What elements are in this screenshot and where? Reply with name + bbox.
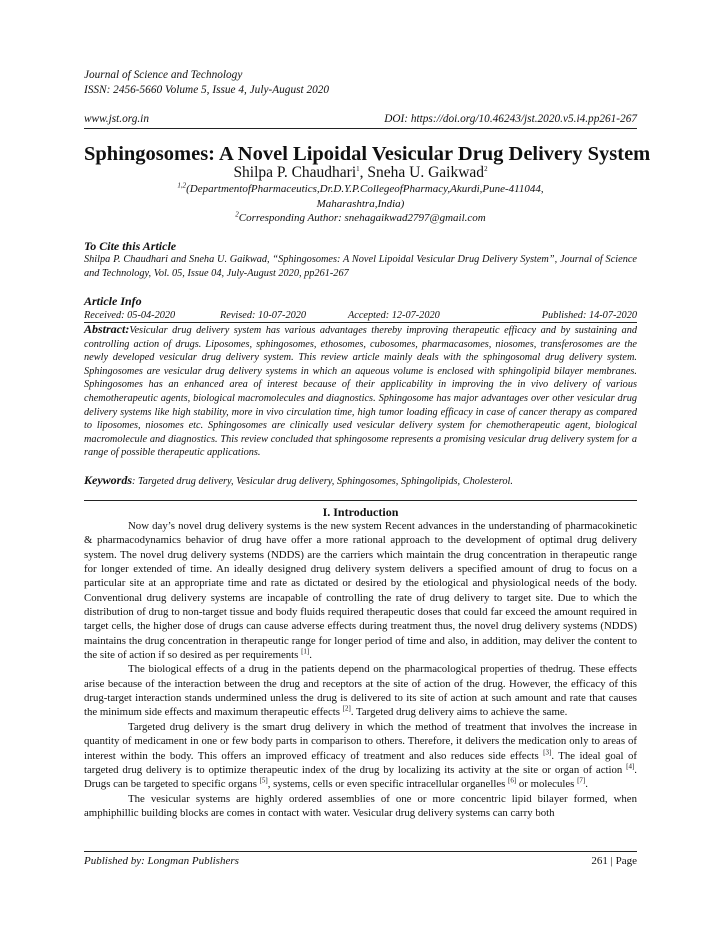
paragraph-3-text-c: . Drugs can be targeted to specific organs [84, 763, 637, 791]
body-text [84, 519, 637, 820]
keywords-text: : Targeted drug delivery, Vesicular drug delivery, Sphingosomes, Sphingolipids, Cholesterol. [132, 476, 513, 487]
paragraph-4: The vesicular systems are highly ordered assemblies of one or more concentric lipid bilayer formed, when amphiphillic building blocks are comes in contact with water. Vesicular drug delivery systems can carry both [84, 792, 637, 819]
paragraph-2-text: The biological effects of a drug in the patients depend on the pharmacological properties of thedrug. These effects arise because of the interaction between the drug and receptors at the site of action of the drug. However, the efficacy of this drug-target interaction stands undermined unless the drug is delivered to its site of action at such amount and rate that causes the minimum side effects and maximum therapeutic effects [84, 663, 637, 719]
affiliation-line-2: Maharashtra,India) [316, 198, 405, 210]
author-1: Shilpa P. Chaudhari [233, 164, 357, 181]
reference-1: [1] [301, 647, 310, 656]
journal-name: Journal of Science and Technology [84, 69, 243, 81]
paragraph-3-text-d: , systems, cells or even specific intracellular organelles [267, 778, 509, 791]
author-separator: , [359, 164, 368, 181]
corresponding-text: Corresponding Author: snehagaikwad2797@gmail.com [238, 212, 486, 224]
corresponding-author [84, 211, 637, 226]
reference-3: [3] [543, 747, 552, 756]
affiliation-sup: 1,2 [177, 181, 187, 190]
abstract-label: Abstract: [84, 322, 130, 336]
author-2: Sneha U. Gaikwad [367, 164, 485, 181]
abstract [84, 323, 637, 460]
page-footer [84, 854, 637, 869]
abstract-text: Vesicular drug delivery system has various advantages thereby improving therapeutic efficacy and by sustaining and controlling action of drugs. Liposomes, sphingosomes, ethosomes, cubosomes, pharmacasomes, niosomes, transferosomes are the newly developed vesicular drug delivery system. This review article mainly deals with the sphingosomal drug delivery system. Sphingosomes are vesicular drug delivery systems in which an aqueous volume is enclosed with sphingolipid bilayer membranes. Sphingosomes has an enhanced area of interest because of their applicability in improving the in vivo delivery of various chemotherapeutic agents, biological macromolecules and diagnostics. Sphingosome has major advantages over other vesicular drug delivery systems like high stability, more in vivo circulation time, high tumor loading efficacy in case of cancer therapy as compared to liposomes, niosomes etc. Sphingosomes are clinically used vesicular delivery system for chemotherapeutic agent, biological macromolecule and diagnostics. This review concluded that sphingosome represents a promising vesicular drug delivery system for a range of possible therapeutic applications. [84, 325, 637, 459]
paragraph-3-end: . [585, 778, 588, 791]
journal-issn: ISSN: 2456-5660 Volume 5, Issue 4, July-August 2020 [84, 84, 330, 96]
keywords-divider [84, 500, 637, 501]
paragraph-3-text-e: or molecules [516, 778, 578, 791]
paragraph-1-end: . [309, 649, 312, 662]
footer-divider [84, 851, 637, 852]
affiliation [84, 182, 637, 212]
author-1-sup: 1 [356, 164, 360, 173]
date-revised: Revised: 10-07-2020 [220, 310, 307, 321]
cite-heading: To Cite this Article [84, 239, 177, 253]
cite-text: Shilpa P. Chaudhari and Sneha U. Gaikwad, “Sphingosomes: A Novel Lipoidal Vesicular Drug Delivery System”, Journal of Science and Technology, Vol. 05, Issue 04, July-August 2020, pp261-267 [84, 254, 637, 279]
reference-7: [7] [577, 776, 586, 785]
page-number: 261 | Page [591, 855, 637, 867]
keywords-label: Keywords [84, 473, 132, 487]
doi-link[interactable]: DOI: https://doi.org/10.46243/jst.2020.v5.i4.pp261-267 [384, 113, 637, 125]
reference-5: [5] [259, 776, 268, 785]
date-published: Published: 14-07-2020 [541, 310, 637, 321]
article-dates [84, 309, 637, 322]
section-heading: I. Introduction [322, 505, 399, 519]
paragraph-2-end: . Targeted drug delivery aims to achieve the same. [350, 706, 568, 719]
paper-title: Sphingosomes: A Novel Lipoidal Vesicular Drug Delivery System [84, 143, 651, 165]
paragraph-3 [84, 720, 637, 792]
journal-header [84, 68, 637, 98]
paragraph-1-text: Now day’s novel drug delivery systems is the new system Recent advances in the understanding of pharmacokinetic & pharmacodynamics behavior of drug have offer a more rational approach to the development of optimal drug delivery system. The novel drug delivery systems (NDDS) are the carriers which maintain the drug concentration in therapeutic range for longer extended of time. An ideally designed drug delivery system delivers a specified amount of drug to focus on a particular site at an appropriate time and rate as dictated or desired by the etiological and physiological needs of the body. Conventional drug delivery systems are incapable of controlling the rate of drug delivery to target site. Due to which the distribution of drug to non-target tissue and body fluids required therapeutic doses that could far exceed the amount required in target cells, the higher dose of drugs can cause adverse effects during treatment thus, the novel drug delivery systems (NDDS) maintains the drug concentration in therapeutic range for longer period of time and also, in addition, may deliver the content to the site of action if so desired as per requirements [84, 520, 637, 662]
publisher: Published by: Longman Publishers [84, 855, 239, 867]
paragraph-3-text-b: . The ideal goal of targeted drug delivery is to optimize therapeutic index of the drug by localizing its activity at the site or organ of action [84, 749, 638, 776]
header-divider [84, 128, 637, 129]
author-2-sup: 2 [484, 164, 488, 173]
corresponding-sup: 2 [235, 210, 239, 219]
paragraph-1 [84, 519, 637, 662]
paragraph-2 [84, 662, 637, 719]
journal-website-link[interactable]: www.jst.org.in [84, 113, 149, 125]
reference-6: [6] [508, 776, 517, 785]
authors-line [84, 164, 637, 182]
reference-4: [4] [626, 762, 635, 771]
paragraph-3-text: Targeted drug delivery is the smart drug delivery in which the method of treatment that involves the increase in quantity of medicament in one or few body parts in comparison to others. Therefore, it delivers the medication only to areas of interest within the body. This offers an improved efficacy of treatment and also reduces side effects [84, 720, 637, 762]
article-info-heading: Article Info [84, 294, 142, 308]
affiliation-line-1: (DepartmentofPharmaceutics,Dr.D.Y.P.CollegeofPharmacy,Akurdi,Pune-411044, [186, 183, 544, 195]
date-accepted: Accepted: 12-07-2020 [348, 310, 440, 321]
date-received: Received: 05-04-2020 [84, 310, 176, 321]
keywords [84, 473, 637, 489]
reference-2: [2] [342, 704, 351, 713]
